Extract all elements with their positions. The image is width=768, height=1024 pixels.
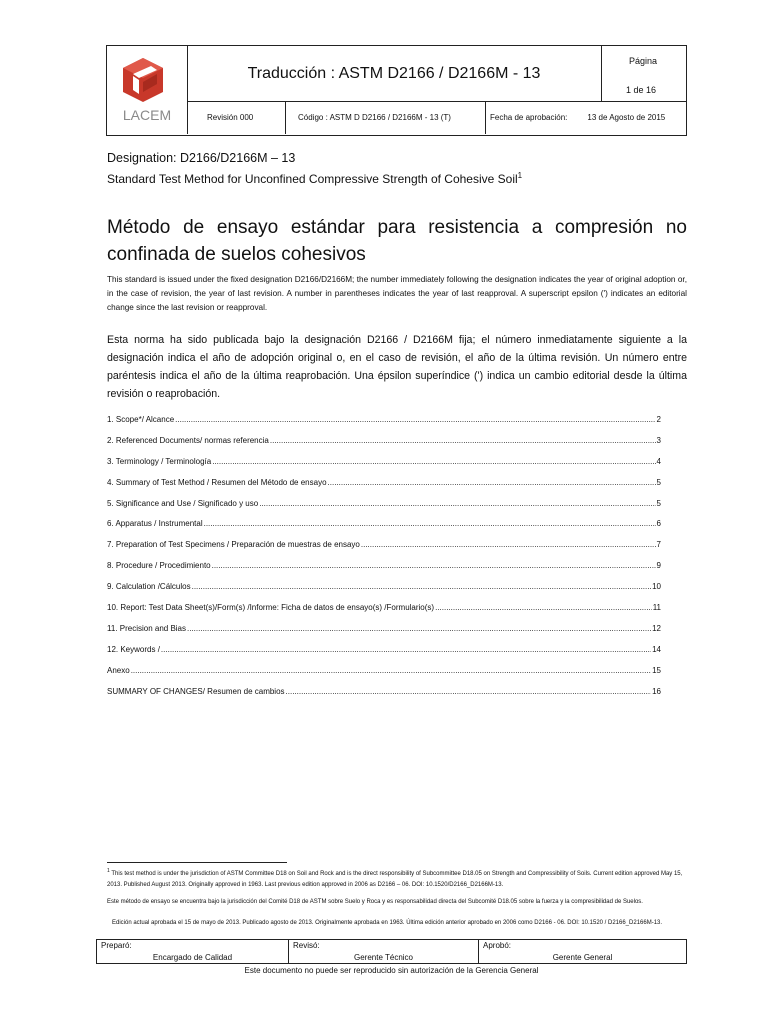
page-cell bbox=[601, 46, 686, 102]
approval-date-cell bbox=[486, 101, 686, 134]
toc-entry-title: 3. Terminology / Terminología bbox=[107, 456, 212, 466]
reviewed-label: Revisó: bbox=[293, 941, 320, 950]
toc-leader-dots bbox=[328, 478, 656, 487]
toc-entry[interactable] bbox=[107, 603, 661, 624]
toc-entry-title: 7. Preparation of Test Specimens / Preparación de muestras de ensayo bbox=[107, 540, 360, 550]
toc-entry[interactable] bbox=[107, 582, 661, 603]
code-cell bbox=[286, 101, 486, 134]
toc-entry-title: 11. Precision and Bias bbox=[107, 623, 187, 633]
signature-table bbox=[96, 939, 687, 964]
toc-entry-page: 9 bbox=[656, 561, 661, 571]
approval-date-label: Fecha de aprobación: bbox=[490, 113, 568, 122]
toc-entry[interactable] bbox=[107, 499, 661, 520]
toc-leader-dots bbox=[187, 624, 651, 633]
toc-entry-title: 5. Significance and Use / Significado y uso bbox=[107, 498, 259, 508]
toc-leader-dots bbox=[192, 582, 651, 591]
toc-entry-title: 12. Keywords / bbox=[107, 644, 160, 654]
logo-cell bbox=[107, 46, 188, 134]
toc-entry-page: 7 bbox=[656, 540, 661, 550]
revision-cell bbox=[187, 101, 286, 134]
toc-entry[interactable] bbox=[107, 624, 661, 645]
toc-leader-dots bbox=[435, 603, 652, 612]
footnote-english: $^1$ This test method is under the jurisdiction of ASTM Committee D18 on Soil and Rock and is the direct responsibility of Subcommittee D18.05 on Strength and Compressibility of Soils. Current edition approved May 15, 2013. Published August 2013. Originally approved in 1963. Last previous edition approved in 2006 as D2166 – 06. DOI: 10.1520/D2166_D2166M-13. bbox=[107, 868, 683, 888]
logo-text: LACEM bbox=[122, 107, 172, 123]
approved-cell bbox=[479, 940, 686, 963]
footnote-spanish-edition: Edición actual aprobada el 15 de mayo de 2013. Publicado agosto de 2013. Originalmente aprobada en 1963. Última edición anterior aprobado en 2006 como D2166 - 06. DOI: 10.1520 / D2166_D2166M-13. bbox=[112, 920, 663, 926]
toc-entry-page: 14 bbox=[652, 644, 661, 654]
footnote-spanish: Este método de ensayo se encuentra bajo la jurisdicción del Comité D18 de ASTM sobre Suelo y Roca y es responsabilidad directa del Subcomité D18.05 sobre la fuerza y la compresibilidad de Suelos. bbox=[107, 899, 643, 905]
toc-entry-title: 8. Procedure / Procedimiento bbox=[107, 561, 211, 571]
toc-leader-dots bbox=[212, 561, 656, 570]
approval-date-value: 13 de Agosto de 2015 bbox=[587, 113, 666, 122]
toc-leader-dots bbox=[361, 540, 656, 549]
lacem-logo bbox=[113, 54, 181, 126]
toc-entry[interactable] bbox=[107, 478, 661, 499]
toc-entry-page: 4 bbox=[656, 456, 661, 466]
spanish-title: Método de ensayo estándar para resistencia a compresión no confinada de suelos cohesivos bbox=[107, 217, 687, 265]
toc-entry-title: SUMMARY OF CHANGES/ Resumen de cambios bbox=[107, 686, 285, 696]
standard-title: Standard Test Method for Unconfined Compressive Strength of Cohesive Soil$^1$ bbox=[107, 171, 523, 186]
toc-entry[interactable] bbox=[107, 666, 661, 687]
toc-leader-dots bbox=[286, 687, 652, 696]
toc-entry[interactable] bbox=[107, 645, 661, 666]
document-header bbox=[106, 45, 687, 136]
toc-entry-page: 12 bbox=[652, 623, 661, 633]
toc-entry[interactable] bbox=[107, 561, 661, 582]
toc-entry-page: 15 bbox=[652, 665, 661, 675]
toc-leader-dots bbox=[131, 666, 651, 675]
toc-leader-dots bbox=[270, 436, 656, 445]
toc-entry-title: 1. Scope*/ Alcance bbox=[107, 415, 175, 424]
toc-entry-title: 10. Report: Test Data Sheet(s)/Form(s) /Informe: Ficha de datos de ensayo(s) /Formulario(s) bbox=[107, 603, 435, 613]
document-code: Código : ASTM D D2166 / D2166M - 13 (T) bbox=[298, 113, 451, 122]
toc-leader-dots bbox=[212, 457, 655, 466]
toc-entry-page: 10 bbox=[652, 582, 661, 592]
toc-entry-title: 6. Apparatus / Instrumental bbox=[107, 519, 203, 529]
toc-entry-page: 16 bbox=[652, 686, 661, 696]
toc-leader-dots bbox=[204, 519, 656, 528]
toc-entry-page: 11 bbox=[652, 603, 661, 613]
toc-entry-page: 5 bbox=[656, 498, 661, 508]
page-label: Página bbox=[629, 56, 658, 66]
toc-entry-title: 2. Referenced Documents/ normas referencia bbox=[107, 435, 269, 445]
toc-leader-dots bbox=[259, 499, 655, 508]
reproduction-notice: Este documento no puede ser reproducido sin autorización de la Gerencia General bbox=[244, 966, 539, 975]
toc-entry[interactable] bbox=[107, 540, 661, 561]
toc-entry-title: Anexo bbox=[107, 665, 130, 675]
english-note: This standard is issued under the fixed designation D2166/D2166M; the number immediately following the designation indicates the year of original adoption or, in the case of revision, the year of last revision. A number in parentheses indicates the year of last reapproval. A superscript epsilon (') indicates an editorial change since the last revision or reapproval. bbox=[107, 275, 687, 312]
toc-entry[interactable] bbox=[107, 519, 661, 540]
header-title: Traducción : ASTM D2166 / D2166M - 13 bbox=[187, 46, 602, 102]
prepared-cell bbox=[97, 940, 289, 963]
toc-entry[interactable] bbox=[107, 687, 661, 708]
toc-entry-page: 2 bbox=[656, 415, 661, 424]
page-number: 1 de 16 bbox=[626, 85, 657, 95]
toc-entry-title: 4. Summary of Test Method / Resumen del Método de ensayo bbox=[107, 477, 327, 487]
toc-leader-dots bbox=[161, 645, 651, 654]
approved-label: Aprobó: bbox=[483, 941, 512, 950]
revision: Revisión 000 bbox=[207, 113, 254, 122]
toc-entry[interactable] bbox=[107, 415, 661, 436]
toc-entry-page: 6 bbox=[656, 519, 661, 529]
toc-entry-title: 9. Calculation /Cálculos bbox=[107, 582, 191, 592]
reviewed-value: Gerente Técnico bbox=[354, 953, 413, 962]
toc-leader-dots bbox=[175, 415, 655, 424]
header-meta-row bbox=[187, 101, 686, 134]
reviewed-cell bbox=[289, 940, 479, 963]
footnote-divider bbox=[107, 862, 287, 863]
toc-entry-page: 5 bbox=[656, 477, 661, 487]
toc-entry[interactable] bbox=[107, 436, 661, 457]
toc-entry-page: 3 bbox=[656, 435, 661, 445]
approved-value: Gerente General bbox=[552, 953, 613, 962]
table-of-contents bbox=[107, 415, 661, 707]
toc-entry[interactable] bbox=[107, 457, 661, 478]
spanish-note: Esta norma ha sido publicada bajo la designación D2166 / D2166M fija; el número inmediatamente siguiente a la designación indica el año de adopción original o, en el caso de revisión, el año de la última revisión. Un número entre paréntesis indica el año de la última reaprobación. Una épsilon superíndice (') indica un cambio editorial desde la última revisión o reaprobación. bbox=[107, 334, 687, 400]
prepared-label: Preparó: bbox=[101, 941, 132, 950]
prepared-value: Encargado de Calidad bbox=[152, 953, 233, 962]
designation: Designation: D2166/D2166M – 13 bbox=[107, 151, 296, 165]
footnote-ref: 1 bbox=[517, 171, 523, 180]
